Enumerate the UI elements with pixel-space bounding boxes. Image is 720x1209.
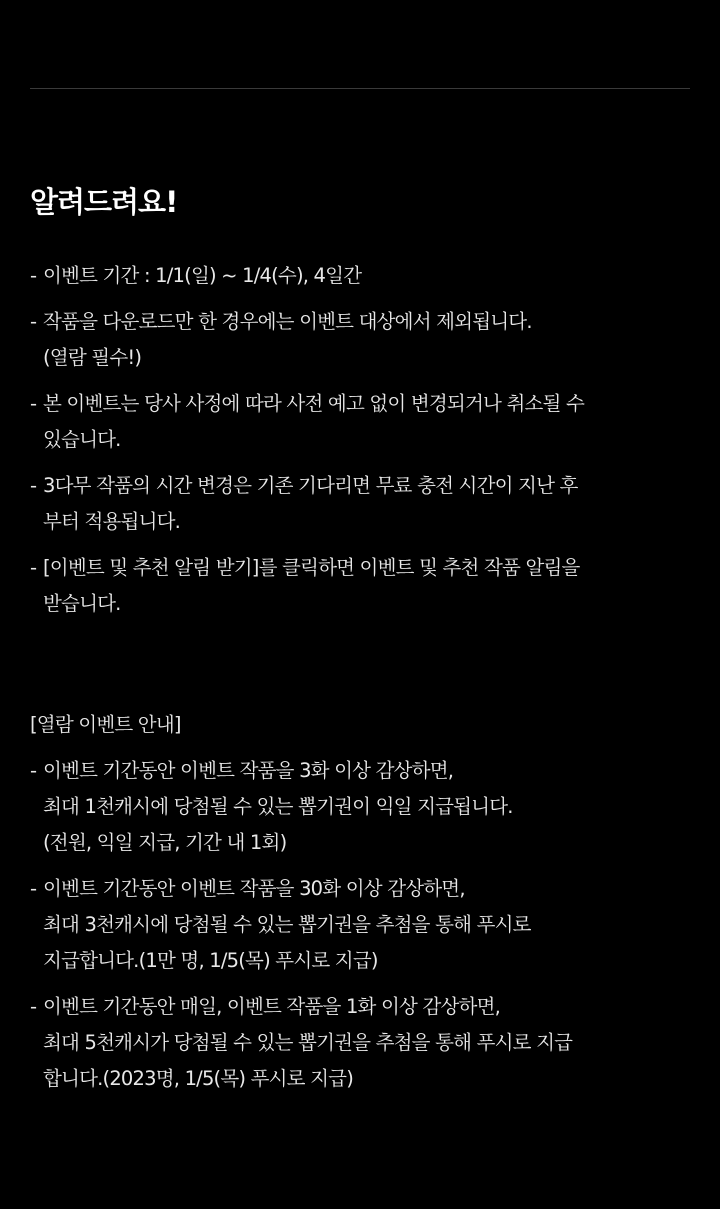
notice-line: 있습니다. [43, 428, 121, 451]
event-item-30-episodes [30, 871, 695, 979]
notice-line: 받습니다. [43, 592, 121, 615]
event-line: 지급합니다.(1만 명, 1/5(목) 푸시로 지급) [43, 949, 378, 972]
notice-item-alarm [30, 550, 695, 622]
notice-line: 부터 적용됩니다. [43, 510, 181, 533]
event-line: - 이벤트 기간동안 매일, 이벤트 작품을 1화 이상 감상하면, [43, 995, 501, 1018]
event-item-3-episodes [30, 753, 695, 861]
notice-item-download-excluded [30, 304, 695, 376]
notice-line: (열람 필수!) [43, 346, 142, 369]
event-line: - 이벤트 기간동안 이벤트 작품을 3화 이상 감상하면, [43, 759, 454, 782]
notice-line: - 이벤트 기간 : 1/1(일) ~ 1/4(수), 4일간 [43, 264, 362, 287]
event-line: 합니다.(2023명, 1/5(목) 푸시로 지급) [43, 1067, 354, 1090]
notice-item-period [30, 258, 695, 294]
notice-item-change-notice [30, 386, 695, 458]
notice-heading: 알려드려요! [30, 185, 178, 219]
notice-item-time-change [30, 468, 695, 540]
notice-line: - 작품을 다운로드만 한 경우에는 이벤트 대상에서 제외됩니다. [43, 310, 532, 333]
notice-line: - [이벤트 및 추천 알림 받기]를 클릭하면 이벤트 및 추천 작품 알림을 [43, 556, 580, 579]
event-line: 최대 3천캐시에 당첨될 수 있는 뽑기권을 추첨을 통해 푸시로 [43, 913, 531, 936]
notice-line: - 3다무 작품의 시간 변경은 기존 기다리면 무료 충전 시간이 지난 후 [43, 474, 578, 497]
event-line: 최대 5천캐시가 당첨될 수 있는 뽑기권을 추첨을 통해 푸시로 지급 [43, 1031, 573, 1054]
event-line: (전원, 익일 지급, 기간 내 1회) [43, 831, 287, 854]
event-info-list [30, 753, 695, 1107]
event-line: 최대 1천캐시에 당첨될 수 있는 뽑기권이 익일 지급됩니다. [43, 795, 513, 818]
event-line: - 이벤트 기간동안 이벤트 작품을 30화 이상 감상하면, [43, 877, 465, 900]
notice-line: - 본 이벤트는 당사 사정에 따라 사전 예고 없이 변경되거나 취소될 수 [43, 392, 584, 415]
event-item-daily [30, 989, 695, 1097]
event-info-title: [열람 이벤트 안내] [30, 713, 181, 736]
section-divider [30, 88, 690, 89]
notice-list [30, 258, 695, 632]
